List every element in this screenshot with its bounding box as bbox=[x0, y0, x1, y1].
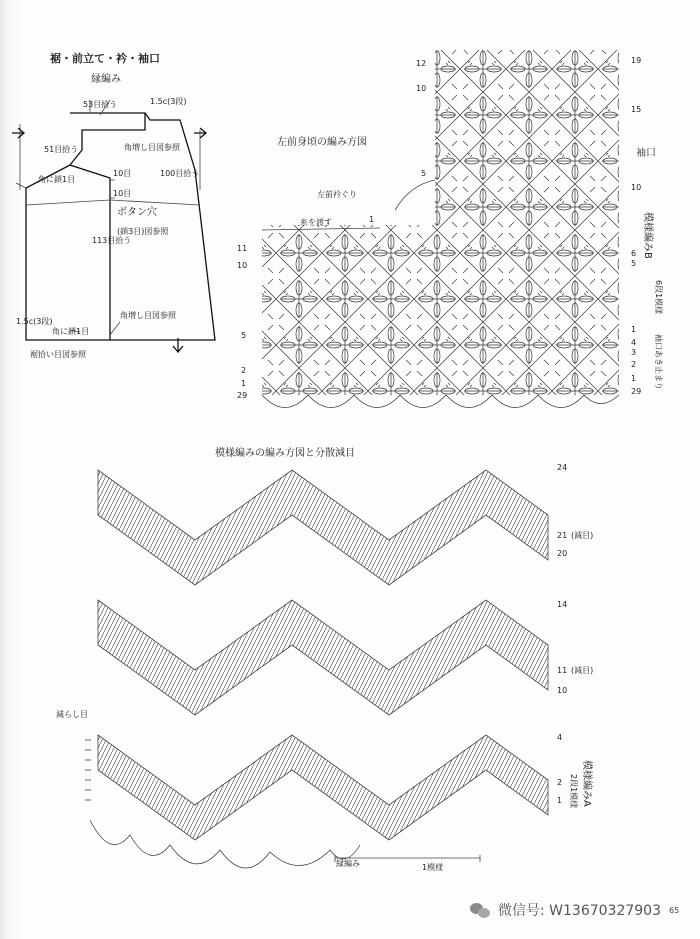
row-num-right-15: 15 bbox=[631, 105, 642, 114]
row-num-left-5-top: 5 bbox=[421, 169, 427, 178]
row-num-right-6: 6 bbox=[631, 249, 637, 258]
row-num-24: 24 bbox=[557, 463, 568, 472]
label-corner-chain-top: 角に鎖1目 bbox=[38, 175, 76, 184]
label-pattern-b: 模様編みB bbox=[642, 212, 653, 259]
row-num-11: 11 bbox=[557, 666, 568, 675]
row-num-2: 2 bbox=[557, 778, 563, 787]
wechat-icon bbox=[470, 901, 492, 919]
label-1-5cm-bottom: 1.5c(3段) bbox=[16, 317, 53, 326]
watermark-text: 微信号: W13670327903 bbox=[498, 903, 661, 919]
row-num-left-1-top: 1 bbox=[369, 215, 375, 224]
row-num-20: 20 bbox=[557, 549, 568, 558]
label-10-stitches-a: 10目 bbox=[113, 169, 132, 178]
label-left-front-neck: 左前衿ぐり bbox=[317, 190, 357, 199]
label-edging: 縁編み bbox=[336, 859, 360, 868]
label-pattern-a: 模様編みA bbox=[581, 760, 592, 807]
chevron-chart bbox=[85, 470, 548, 868]
label-cuff-opening-end: 袖口あき止まり bbox=[654, 334, 663, 390]
schematic-title: 裾・前立て・衿・袖口 bbox=[50, 52, 160, 65]
label-decrease: 減らし目 bbox=[56, 710, 88, 719]
row-num-right-2: 2 bbox=[631, 360, 637, 369]
row-num-14: 14 bbox=[557, 600, 568, 609]
row-num-right-4: 4 bbox=[631, 338, 637, 347]
row-num-left-5: 5 bbox=[241, 331, 247, 340]
row-num-10: 10 bbox=[557, 686, 568, 695]
label-10-stitches-b: 10目 bbox=[113, 189, 132, 198]
row-num-right-10: 10 bbox=[631, 183, 642, 192]
label-corner-chain-bottom: 角に鎖1目 bbox=[52, 327, 90, 336]
row-num-21: 21 bbox=[557, 531, 568, 540]
label-113-stitches: 113目拾う bbox=[92, 236, 132, 245]
left-front-title: 左前身頃の編み方図 bbox=[277, 137, 367, 148]
label-100-stitches: 100目拾う bbox=[160, 169, 200, 178]
chevron-chart-title: 模様編みの編み方図と分散減目 bbox=[215, 448, 355, 459]
label-one-repeat: 1模様 bbox=[422, 863, 444, 872]
row-num-left-1: 1 bbox=[241, 379, 247, 388]
wechat-watermark bbox=[470, 896, 690, 924]
label-6-rows-repeat: 6段1模様 bbox=[654, 280, 663, 315]
schematic-diagram bbox=[12, 100, 215, 352]
left-front-chart bbox=[262, 50, 619, 408]
row-num-left-10-top: 10 bbox=[416, 84, 427, 93]
row-num-right-5: 5 bbox=[631, 259, 637, 268]
row-num-1: 1 bbox=[557, 796, 563, 805]
row-num-right-29: 29 bbox=[631, 387, 642, 396]
row-num-left-2: 2 bbox=[241, 366, 247, 375]
label-cuff: 袖口 bbox=[636, 148, 656, 159]
label-corner-increase-2: 角増し目図参照 bbox=[120, 311, 176, 320]
row-num-left-12: 12 bbox=[416, 59, 427, 68]
row-num-right-1: 1 bbox=[631, 325, 637, 334]
label-carry-yarn: 糸を渡す bbox=[300, 218, 332, 227]
label-1-5cm-top: 1.5c(3段) bbox=[150, 97, 187, 106]
label-button-hole: ボタン穴 bbox=[117, 207, 157, 218]
row-num-left-11: 11 bbox=[237, 244, 248, 253]
row-note-decrease-1: (減目) bbox=[571, 531, 594, 540]
page-number: 65 bbox=[669, 905, 680, 915]
row-num-4: 4 bbox=[557, 733, 563, 742]
row-num-right-19: 19 bbox=[631, 56, 642, 65]
label-53-stitches: 53目拾う bbox=[83, 100, 118, 109]
row-note-decrease-2: (減目) bbox=[571, 666, 594, 675]
row-num-left-10: 10 bbox=[237, 261, 248, 270]
schematic-subtitle: 縁編み bbox=[91, 74, 121, 85]
label-hem-pickup: 裾拾い目図参照 bbox=[30, 350, 86, 359]
row-num-right-3: 3 bbox=[631, 348, 637, 357]
label-button-hole-sub: (鎖3目)図参照 bbox=[117, 227, 169, 236]
row-num-left-29: 29 bbox=[237, 391, 248, 400]
row-num-right-1b: 1 bbox=[631, 374, 637, 383]
label-51-stitches: 51目拾う bbox=[44, 145, 79, 154]
label-2-rows-repeat: 2段1模様 bbox=[569, 774, 578, 809]
label-corner-increase-1: 角増し目図参照 bbox=[124, 143, 180, 152]
